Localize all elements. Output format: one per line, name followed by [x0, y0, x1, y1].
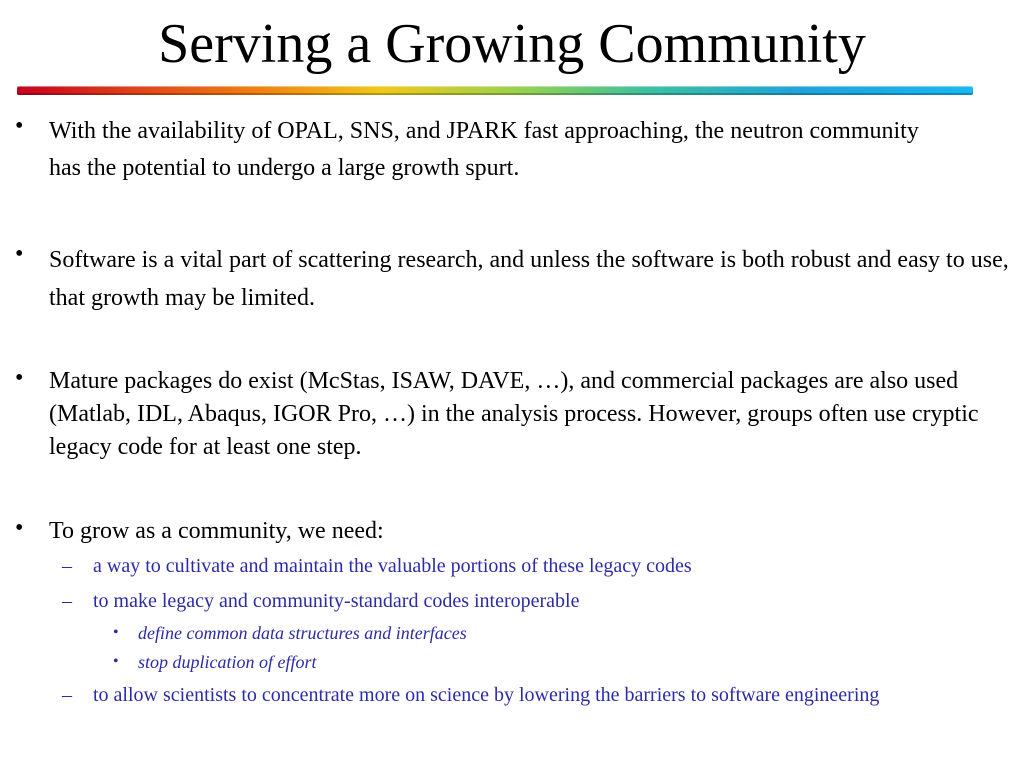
bullet-marker: • — [15, 515, 24, 541]
need-item-legacy-codes: a way to cultivate and maintain the valuable portions of these legacy codes — [93, 555, 692, 577]
bullet-marker: • — [15, 365, 24, 391]
bullet-marker: • — [15, 241, 24, 267]
dash-marker: – — [62, 555, 72, 577]
bullet-item-to-grow: To grow as a community, we need: — [49, 518, 384, 544]
bullet-item-availability: With the availability of OPAL, SNS, and JPARK fast approaching, the neutron community has the potential to undergo a large growth spurt. — [49, 118, 919, 181]
subsub-bullet-marker: • — [113, 653, 119, 670]
bullet-item-mature-packages: Mature packages do exist (McStas, ISAW, DAVE, …), and commercial packages are also used (Matlab, IDL, Abaqus, IGOR Pro, …) in the analysis process. However, groups often use cryptic legacy code for at least one step. — [49, 368, 979, 460]
subsub-bullet-marker: • — [113, 624, 119, 641]
dash-marker: – — [62, 684, 72, 706]
dash-marker: – — [62, 590, 72, 612]
slide-title: Serving a Growing Community — [158, 13, 866, 75]
need-item-interoperable: to make legacy and community-standard codes interoperable — [93, 590, 580, 612]
subitem-data-structures: define common data structures and interfaces — [138, 623, 467, 643]
subitem-stop-duplication: stop duplication of effort — [138, 652, 317, 672]
bullet-marker: • — [15, 113, 24, 139]
need-item-lower-barriers: to allow scientists to concentrate more on science by lowering the barriers to software engineering — [93, 684, 880, 706]
title-rule-divider — [17, 86, 973, 95]
bullet-item-software-vital: Software is a vital part of scattering research, and unless the software is both robust and easy to use, that growth may be limited. — [49, 247, 1009, 311]
